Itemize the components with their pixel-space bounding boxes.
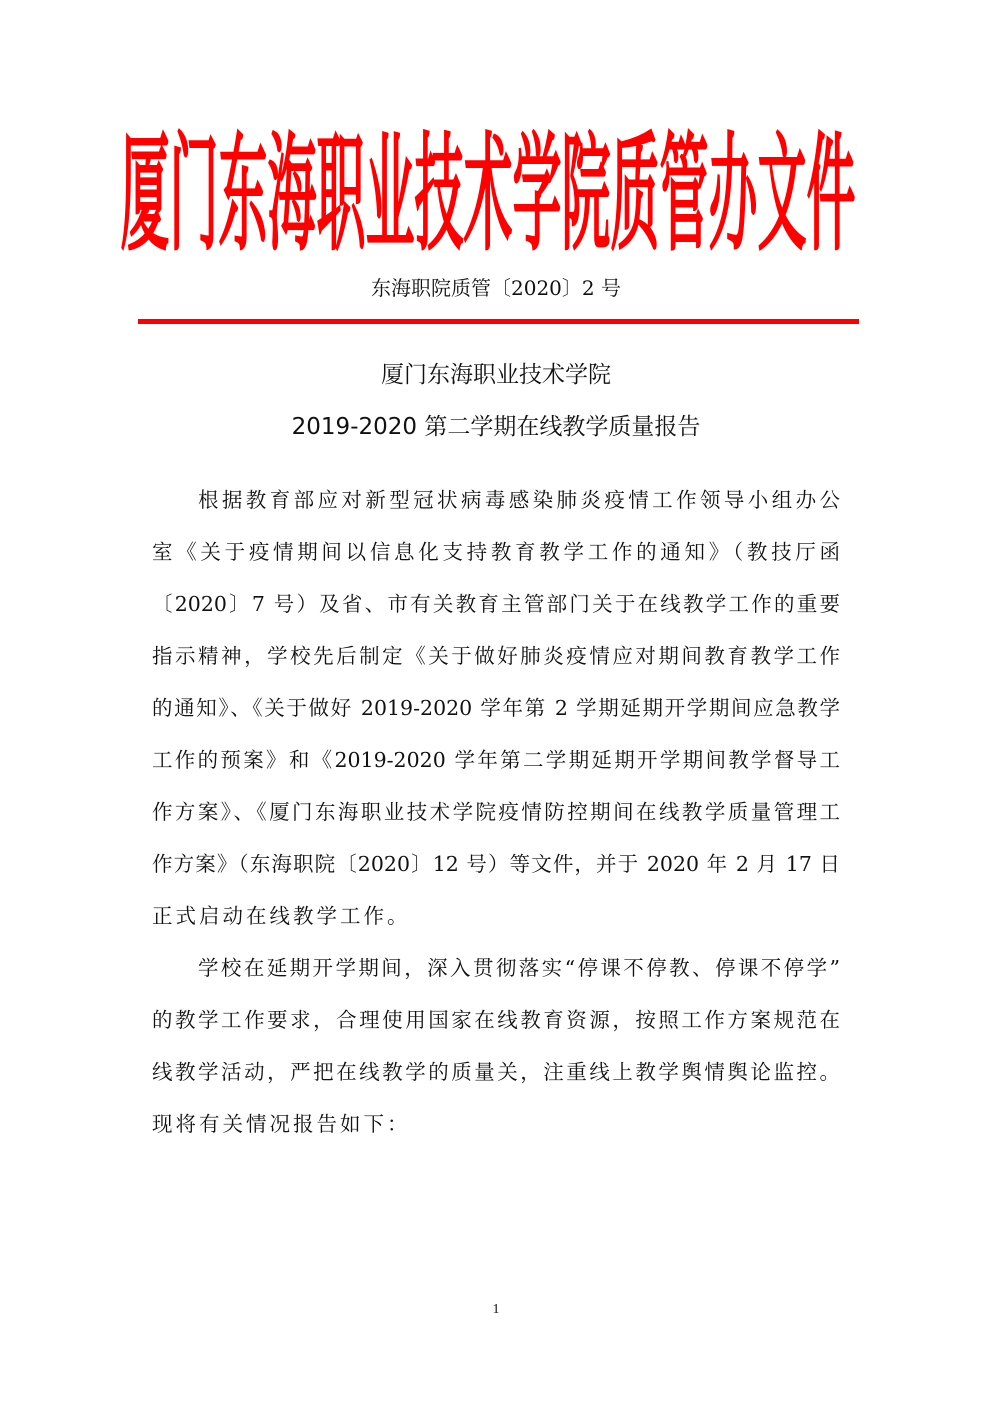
- paragraph-line: 现将有关情况报告如下：: [152, 1112, 411, 1136]
- page-number: 1: [492, 1302, 500, 1317]
- paragraph-line: 根据教育部应对新型冠状病毒感染肺炎疫情工作领导小组办公: [198, 488, 840, 512]
- paragraph-line: 的通知》、《关于做好 2019-2020 学年第 2 学期延期开学期间应急教学: [152, 696, 840, 720]
- paragraph-line: 室《关于疫情期间以信息化支持教育教学工作的通知》（教技厅函: [152, 540, 840, 564]
- paragraph-line: 〔2020〕7 号）及省、市有关教育主管部门关于在线教学工作的重要: [152, 592, 840, 616]
- paragraph-line: 学校在延期开学期间，深入贯彻落实“停课不停教、停课不停学”: [198, 956, 840, 980]
- paragraph-line: 作方案》（东海职院〔2020〕12 号）等文件，并于 2020 年 2 月 17 日: [152, 852, 840, 876]
- red-divider: [138, 319, 859, 324]
- report-title-line1: 厦门东海职业技术学院: [381, 362, 611, 388]
- masthead-text: 厦门东海职业技术学院质管办文件: [120, 120, 856, 269]
- document-number: 东海职院质管〔2020〕2 号: [371, 276, 621, 300]
- paragraph-line: 指示精神，学校先后制定《关于做好肺炎疫情应对期间教育教学工作: [152, 644, 840, 668]
- paragraph-line: 正式启动在线教学工作。: [152, 904, 411, 928]
- paragraph-line: 线教学活动，严把在线教学的质量关，注重线上教学舆情舆论监控。: [152, 1060, 840, 1084]
- paragraph-line: 工作的预案》和《2019-2020 学年第二学期延期开学期间教学督导工: [152, 748, 840, 772]
- document-body: [152, 484, 840, 1160]
- paragraph-line: 作方案》、《厦门东海职业技术学院疫情防控期间在线教学质量管理工: [152, 800, 840, 824]
- paragraph-line: 的教学工作要求，合理使用国家在线教育资源，按照工作方案规范在: [152, 1008, 840, 1032]
- document-masthead: [120, 118, 856, 269]
- report-title-line2: 2019-2020 第二学期在线教学质量报告: [291, 414, 701, 440]
